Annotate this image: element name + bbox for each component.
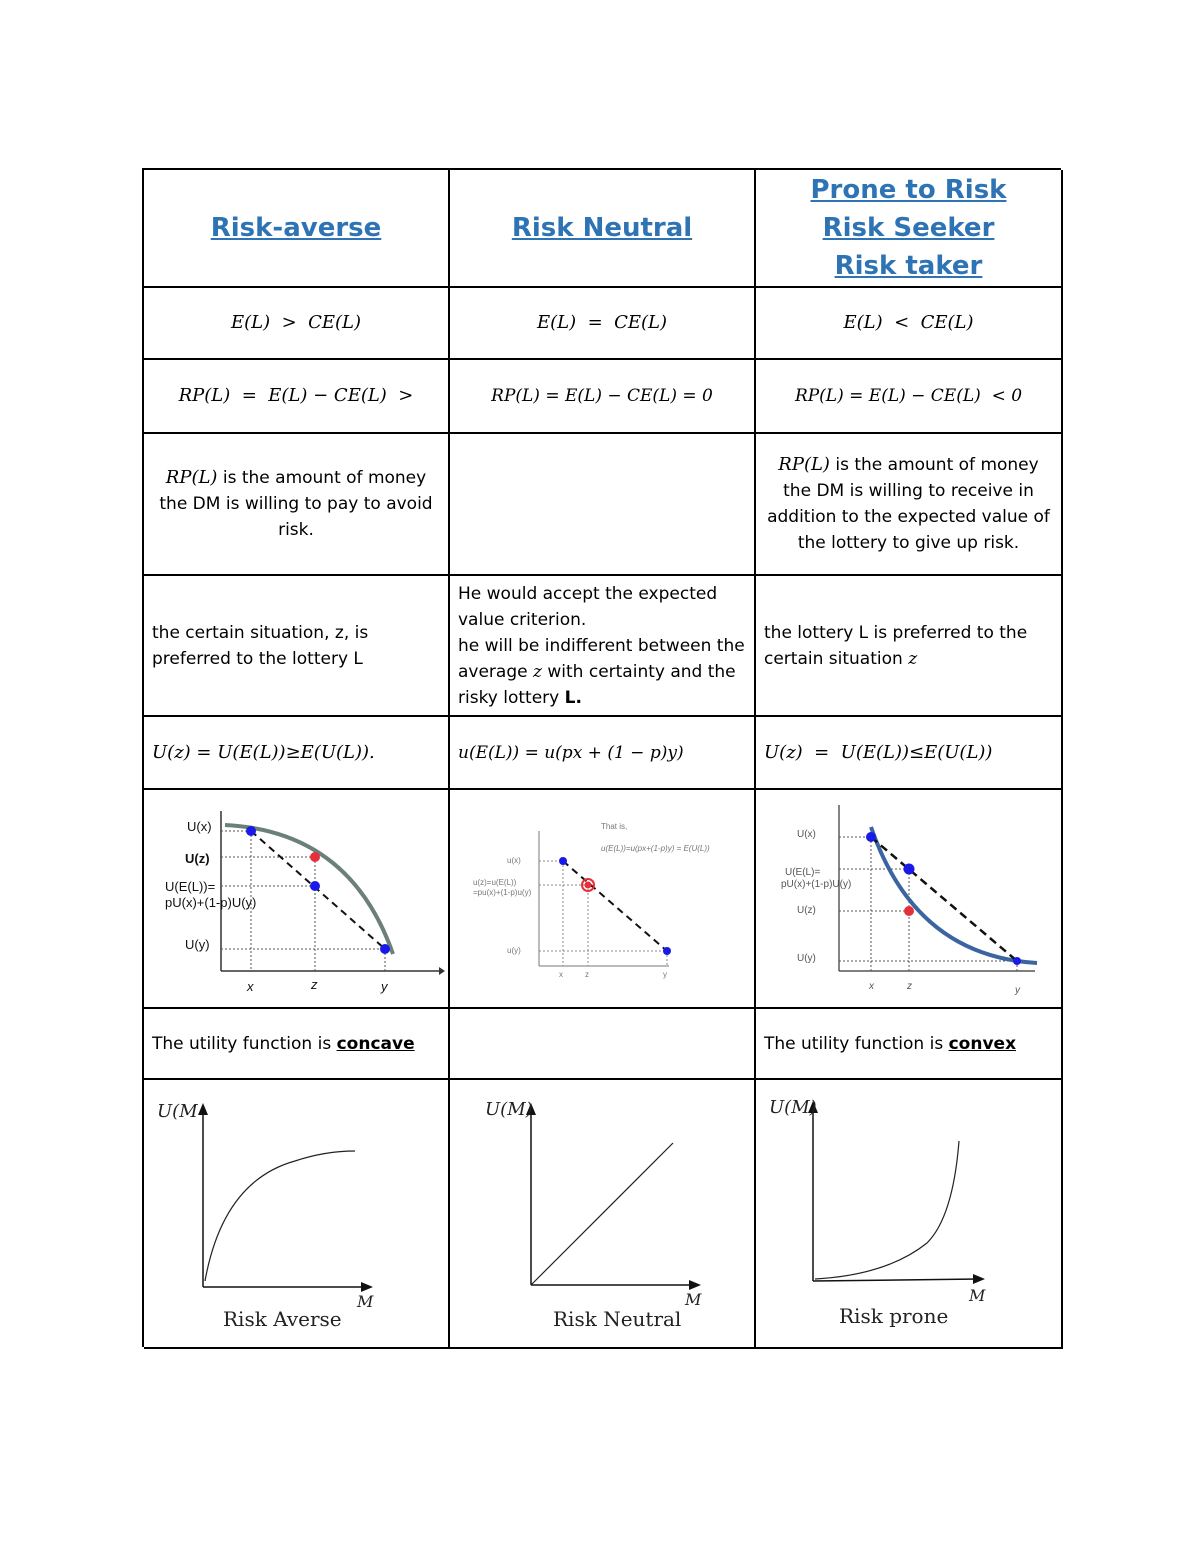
rp-desc-averse-symbol: RP(L)	[165, 467, 218, 488]
label-ux: u(x)	[507, 856, 521, 865]
rp-prone: RP(L) = E(L) − CE(L) < 0	[794, 386, 1023, 406]
pref-neutral-line1: He would accept the expected value criterion.	[458, 583, 718, 630]
pref-averse: the certain situation, z, is preferred to the lottery L	[152, 622, 369, 669]
comparison-table	[142, 168, 1061, 1347]
x-axis	[813, 1279, 979, 1281]
point-uy	[663, 947, 671, 955]
diagram-averse	[145, 791, 447, 1006]
shape-prone-word: convex	[948, 1033, 1017, 1054]
header-prone-label-1: Prone to Risk	[810, 175, 1007, 205]
chart-averse	[145, 1081, 447, 1346]
label-x: x	[559, 970, 563, 979]
rp-desc-averse	[152, 465, 440, 543]
label-x: x	[247, 979, 254, 994]
point-uy	[1013, 957, 1021, 965]
urel-neutral-cell	[450, 717, 756, 790]
label-uel-2: pU(x)+(1-p)U(y)	[165, 895, 257, 910]
y-axis-arrow	[198, 1103, 208, 1115]
pref-prone-cell	[756, 576, 1063, 717]
point-ux	[246, 826, 256, 836]
ylabel: U(M)	[769, 1097, 817, 1118]
x-axis-arrow	[689, 1280, 701, 1290]
shape-prone	[764, 1031, 1016, 1057]
chart-averse-cell	[144, 1080, 450, 1349]
rp-desc-prone-symbol: RP(L)	[778, 454, 830, 475]
header-prone-label-2: Risk Seeker	[822, 213, 995, 243]
urel-prone: U(z) = U(E(L))≤E(U(L))	[764, 741, 993, 763]
header-prone-label-3: Risk taker	[834, 251, 983, 281]
pref-averse-cell	[144, 576, 450, 717]
urel-prone-cell	[756, 717, 1063, 790]
shape-prone-prefix: The utility function is	[764, 1033, 949, 1054]
rp-averse-cell	[144, 360, 450, 434]
ylabel: U(M)	[485, 1099, 533, 1120]
urel-averse-cell	[144, 717, 450, 790]
pref-neutral-z: z	[533, 661, 542, 682]
chart-prone-cell	[756, 1080, 1063, 1349]
ev-ce-prone: E(L) < CE(L)	[843, 312, 974, 333]
rp-desc-prone-text: is the amount of money the DM is willing to receive in addition to the expected value of the lottery to give up risk.	[767, 455, 1050, 553]
rp-desc-neutral-cell	[450, 434, 756, 576]
urel-averse: U(z) = U(E(L))≥E(U(L)).	[152, 741, 375, 763]
ev-ce-prone-cell	[756, 288, 1063, 360]
xlabel: M	[357, 1292, 374, 1311]
label-uz: U(z)	[797, 905, 816, 916]
label-uz-1: u(z)=u(E(L))	[473, 878, 517, 887]
pref-neutral-text-a: he will be indifferent between the average	[458, 635, 745, 682]
label-uy: U(y)	[185, 937, 210, 952]
rp-neutral: RP(L) = E(L) − CE(L) = 0	[491, 386, 713, 406]
diagram-prone-cell	[756, 790, 1063, 1009]
pref-neutral-line2	[458, 633, 746, 711]
header-risk-prone	[756, 170, 1063, 288]
diagram-averse-cell	[144, 790, 450, 1009]
ev-ce-neutral: E(L) = CE(L)	[536, 312, 668, 333]
point-ux	[559, 857, 567, 865]
caption: Risk Neutral	[553, 1307, 682, 1331]
point-uz	[310, 852, 320, 862]
label-ux: U(x)	[797, 829, 816, 840]
urel-neutral: u(E(L)) = u(px + (1 − p)y)	[458, 742, 684, 763]
point-uy	[380, 944, 390, 954]
caption: Risk Averse	[223, 1307, 342, 1331]
diagram-prone	[757, 791, 1060, 1006]
pref-neutral-L: L.	[564, 687, 582, 708]
x-axis-arrow	[973, 1274, 985, 1284]
x-axis-arrow	[361, 1282, 373, 1292]
label-uel-1: U(E(L)=	[785, 867, 821, 878]
convex-curve	[815, 1141, 959, 1279]
shape-averse-word: concave	[336, 1033, 415, 1054]
chart-prone	[757, 1081, 1060, 1346]
point-uel	[904, 864, 915, 875]
rp-neutral-cell	[450, 360, 756, 434]
convex-utility-curve	[871, 827, 1037, 963]
pref-neutral	[458, 581, 746, 711]
ylabel: U(M	[157, 1101, 198, 1122]
header-risk-neutral	[450, 170, 756, 288]
point-uz	[585, 882, 592, 889]
rp-desc-averse-text: is the amount of money the DM is willing to pay to avoid risk.	[159, 468, 433, 540]
rp-desc-averse-cell	[144, 434, 450, 576]
label-that-is: That is,	[601, 822, 628, 831]
shape-averse-prefix: The utility function is	[152, 1033, 337, 1054]
label-uz: U(z)	[185, 851, 210, 866]
caption: Risk prone	[839, 1304, 949, 1328]
label-y: y	[663, 970, 667, 979]
point-uel	[310, 881, 320, 891]
pref-prone-text: the lottery L is preferred to the certain situation	[764, 622, 1028, 669]
concave-curve	[205, 1151, 355, 1281]
x-axis-arrow	[439, 967, 445, 975]
label-uy: U(y)	[797, 953, 816, 964]
label-uy: u(y)	[507, 946, 521, 955]
chord-line	[871, 837, 1017, 961]
label-uel-1: U(E(L))=	[165, 879, 216, 894]
linear-utility-line	[563, 861, 667, 951]
ev-ce-neutral-cell	[450, 288, 756, 360]
point-uz	[904, 906, 914, 916]
pref-neutral-text-b: with certainty and the risky lottery	[458, 661, 736, 708]
header-risk-averse-label: Risk-averse	[210, 213, 382, 243]
label-ux: U(x)	[187, 819, 212, 834]
shape-neutral-cell	[450, 1009, 756, 1080]
diagram-neutral-cell	[450, 790, 756, 1009]
shape-prone-cell	[756, 1009, 1063, 1080]
diagram-neutral	[451, 791, 753, 1006]
shape-averse-cell	[144, 1009, 450, 1080]
label-uz-2: =pu(x)+(1-p)u(y)	[473, 888, 532, 897]
shape-averse	[152, 1031, 415, 1057]
label-z: z	[907, 981, 912, 992]
point-ux	[866, 832, 876, 842]
rp-averse: RP(L) = E(L) − CE(L) >	[178, 385, 414, 406]
linear-line	[531, 1143, 673, 1285]
chart-neutral	[451, 1081, 753, 1346]
rp-prone-cell	[756, 360, 1063, 434]
ev-ce-averse: E(L) > CE(L)	[230, 312, 362, 333]
rp-desc-prone	[764, 452, 1053, 556]
xlabel: M	[969, 1286, 986, 1305]
pref-prone	[764, 620, 1053, 672]
label-y: y	[381, 979, 388, 994]
pref-neutral-cell	[450, 576, 756, 717]
label-z: z	[311, 977, 318, 992]
label-z: z	[585, 970, 589, 979]
label-formula: u(E(L))=u(px+(1-p)y) = E(U(L))	[601, 844, 710, 853]
pref-prone-z: z	[908, 648, 918, 669]
rp-desc-prone-cell	[756, 434, 1063, 576]
label-y: y	[1015, 985, 1020, 996]
header-risk-neutral-label: Risk Neutral	[511, 213, 693, 243]
label-uel-2: pU(x)+(1-p)U(y)	[781, 879, 852, 890]
ev-ce-averse-cell	[144, 288, 450, 360]
label-x: x	[869, 981, 874, 992]
chart-neutral-cell	[450, 1080, 756, 1349]
header-risk-averse	[144, 170, 450, 288]
xlabel: M	[685, 1290, 702, 1309]
